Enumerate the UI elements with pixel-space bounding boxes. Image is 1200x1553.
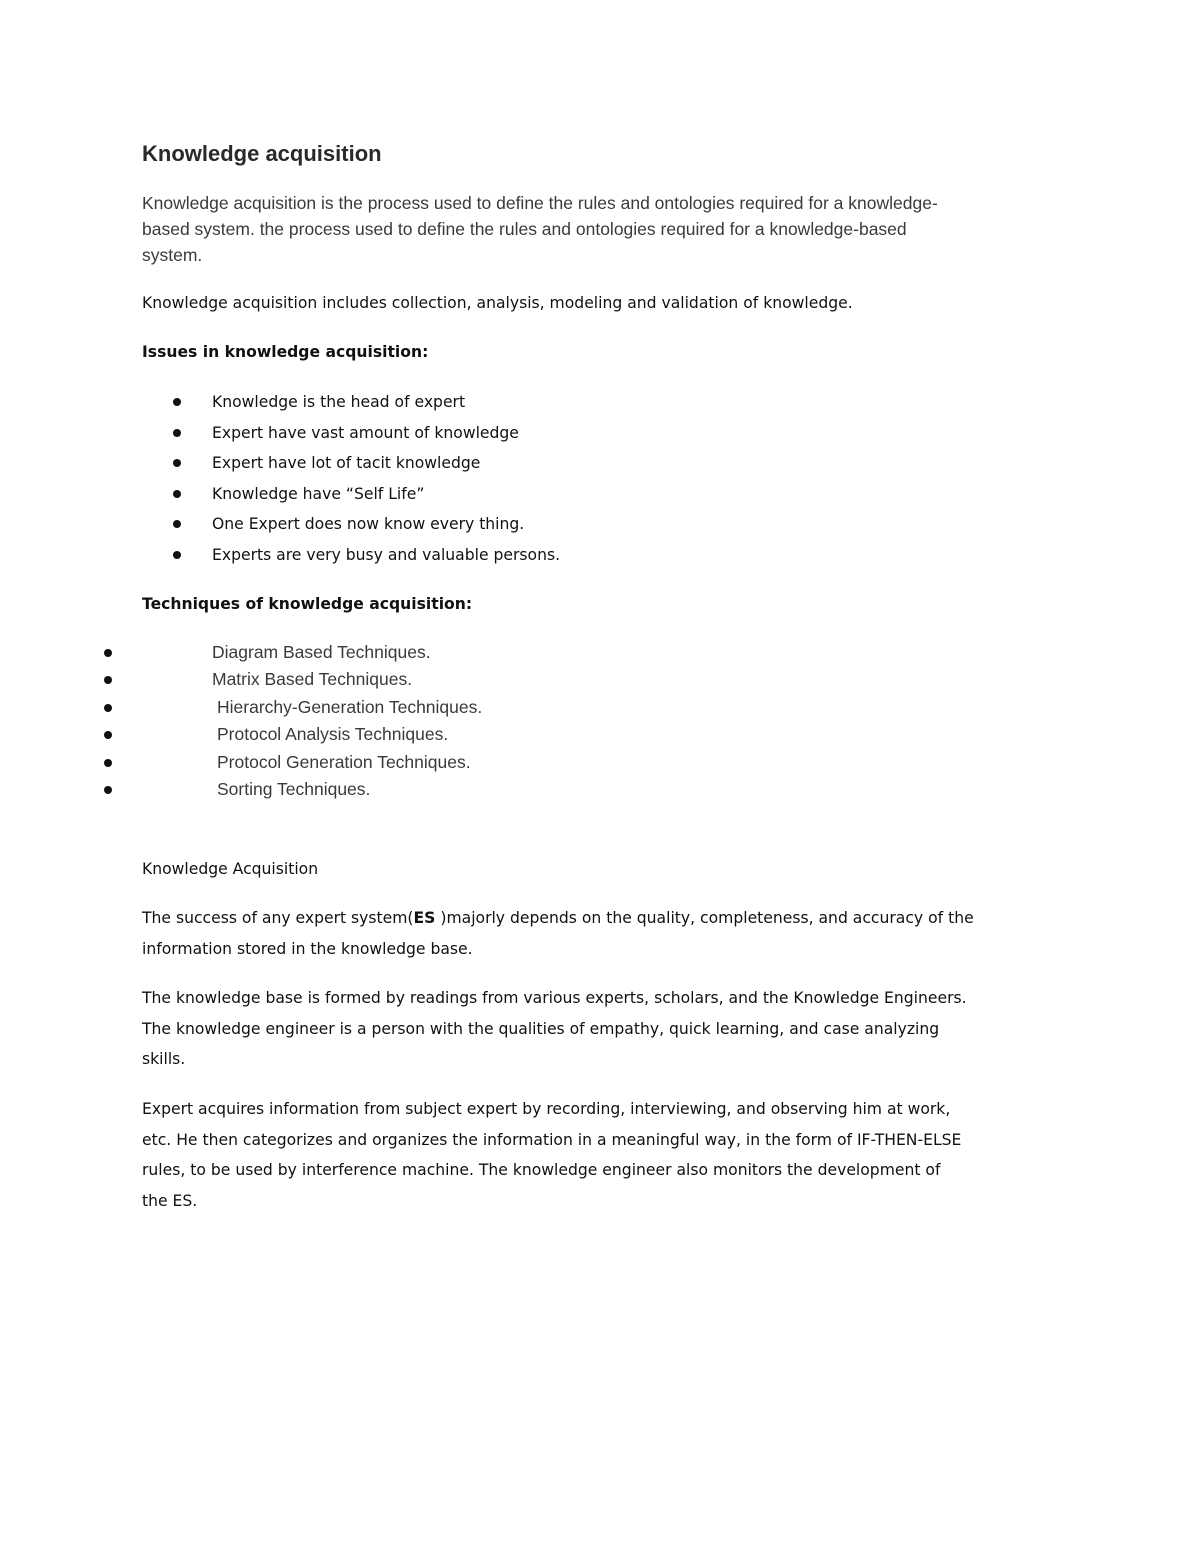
list-item-text: Expert have vast amount of knowledge [212, 424, 519, 442]
bullet-icon [104, 731, 112, 739]
intro-line: system. [142, 245, 203, 265]
paragraph-line: rules, to be used by interference machine. The knowledge engineer also monitors the development of [142, 1161, 941, 1179]
bullet-icon [104, 704, 112, 712]
text-run-bold: ES [413, 909, 436, 927]
bullet-icon [173, 551, 181, 559]
list-item-text: Knowledge is the head of expert [212, 393, 466, 411]
bullet-icon [104, 759, 112, 767]
list-item-text: Protocol Generation Techniques. [217, 752, 471, 772]
bullet-icon [104, 676, 112, 684]
section-heading: Knowledge Acquisition [142, 860, 319, 878]
paragraph-line: skills. [142, 1050, 186, 1068]
list-item-text: Matrix Based Techniques. [212, 669, 413, 689]
list-item-text: Diagram Based Techniques. [212, 642, 431, 662]
bullet-icon [104, 786, 112, 794]
text-run: The success of any expert system( [142, 909, 414, 927]
bullet-icon [173, 459, 181, 467]
list-item-text: Sorting Techniques. [217, 779, 371, 799]
techniques-heading: Techniques of knowledge acquisition: [142, 595, 473, 613]
page-title: Knowledge acquisition [142, 141, 382, 166]
list-item-text: Knowledge have “Self Life” [212, 485, 425, 503]
intro-line: Knowledge acquisition is the process used to define the rules and ontologies required for a knowledge- [142, 193, 938, 213]
paragraph-line: Expert acquires information from subject expert by recording, interviewing, and observing him at work, [142, 1100, 951, 1118]
bullet-icon [173, 429, 181, 437]
bullet-icon [173, 520, 181, 528]
list-item-text: Hierarchy-Generation Techniques. [217, 697, 483, 717]
bullet-icon [104, 649, 112, 657]
paragraph-line: The knowledge base is formed by readings from various experts, scholars, and the Knowledge Engineers. [142, 989, 967, 1007]
issues-heading: Issues in knowledge acquisition: [142, 343, 429, 361]
paragraph-line [142, 909, 974, 927]
intro-line: based system. the process used to define the rules and ontologies required for a knowledge-based [142, 219, 907, 239]
includes-paragraph: Knowledge acquisition includes collection, analysis, modeling and validation of knowledge. [142, 294, 853, 312]
paragraph-line: the ES. [142, 1192, 198, 1210]
paragraph-line: The knowledge engineer is a person with the qualities of empathy, quick learning, and case analyzing [142, 1020, 940, 1038]
bullet-icon [173, 490, 181, 498]
bullet-icon [173, 398, 181, 406]
list-item-text: One Expert does now know every thing. [212, 515, 525, 533]
list-item-text: Protocol Analysis Techniques. [217, 724, 449, 744]
paragraph-line: information stored in the knowledge base. [142, 940, 473, 958]
list-item-text: Expert have lot of tacit knowledge [212, 454, 481, 472]
list-item-text: Experts are very busy and valuable persons. [212, 546, 561, 564]
paragraph-line: etc. He then categorizes and organizes the information in a meaningful way, in the form of IF-THEN-ELSE [142, 1131, 962, 1149]
text-run: )majorly depends on the quality, completeness, and accuracy of the [435, 909, 974, 927]
